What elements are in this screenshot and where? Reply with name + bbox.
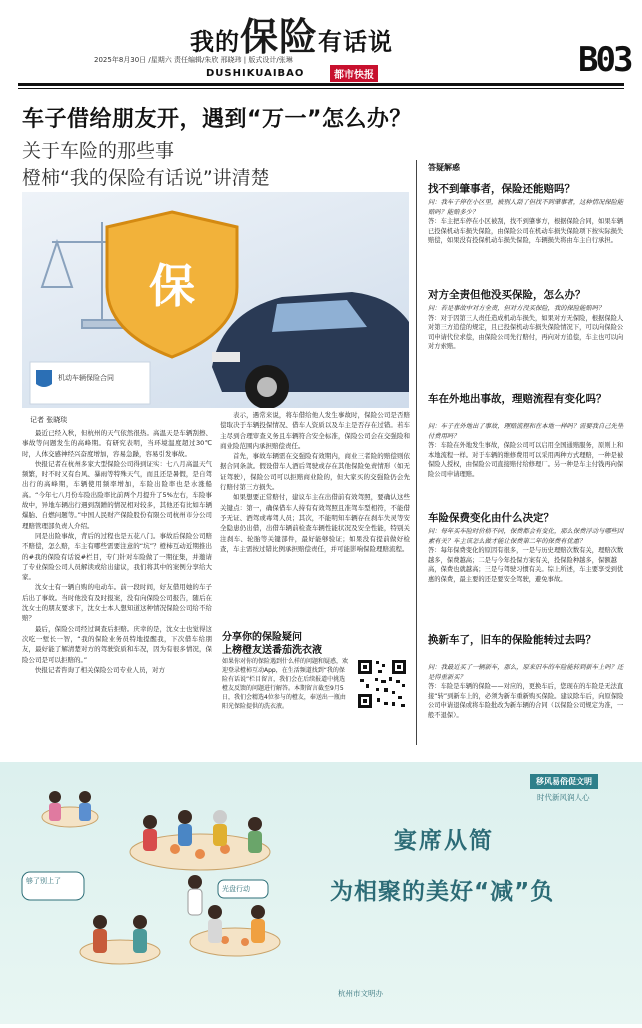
article-column-2	[220, 410, 410, 622]
banner-title-2: 为相聚的美好“减”负	[330, 879, 555, 905]
speech-bubble-2-text: 光盘行动	[222, 885, 250, 893]
masthead-info: 2025年8月30日 /星期六 责任编辑/朱欣 邢晓玮 | 版式设计/张琳	[94, 56, 293, 64]
subheadline-2: 橙柿“我的保险有话说”讲清楚	[22, 167, 270, 189]
byline: 记者 张晓琰	[30, 416, 68, 424]
qa-body-3	[428, 422, 624, 480]
shield-char: 保	[149, 259, 195, 313]
qa-title-5: 换新车了，旧车的保险能转过去吗？	[428, 634, 596, 646]
qa-question: 问：每年买车险时价格不同，保费都会有变化，那么保费浮动与哪些因素有关？车主该怎么做才能让保费第二年的保费有优惠？	[428, 528, 624, 545]
policy-document	[30, 362, 150, 404]
paragraph: 最近已经入秋，但杭州的天气依然很热。高温天是车辆刮擦、事故等问题发生的高峰期。有研究表明，当环境温度超过30℃时，人体交感神经兴奋度增加，容易急躁，容易引发事故。	[22, 429, 212, 458]
qa-question: 问：若是事故中对方全责，但对方没买保险，我的保险能赔吗？	[428, 305, 605, 312]
qa-title-2: 对方全责但他没买保险，怎么办？	[428, 289, 586, 301]
notice-heading-1: 分享你的保险疑问	[222, 632, 302, 643]
qa-answer: 答：车主把车停在小区被刮，找不到肇事方，根据保险合同，如果车辆已投保机动车损失保险，由保险公司在机动车损失保险项下按实际损失赔偿，如果没有投保机动车损失保险，车辆损失将由车主自行承担。	[428, 218, 624, 245]
banner-title-1: 宴席从简	[394, 828, 494, 854]
banner-subtag: 时代新风润人心	[537, 793, 590, 802]
qa-answer: 答：车险是车辆的保险——对应的，更换车后，您现在的车险是无法直接“转”到新车上的，必须为新车重新购买保险。建议除车后，向原保险公司申请退保或将车险批改为新车辆的合同（以保险公司规定为准，一般不退保）。	[428, 683, 624, 719]
banner-tag: 移风易俗促文明	[530, 774, 598, 789]
page-number: B03	[578, 40, 631, 80]
insurance-car-illustration	[22, 192, 409, 408]
subheadline-1: 关于车险的那些事	[22, 140, 175, 162]
qa-body-5	[428, 663, 624, 721]
paragraph: 沈女士有一辆自购的电动车。前一段时间，好友借用她的车子后出了事故。当时他没有及时报案，没有向保险公司报告，随后在沈女士的朋友要求下，沈女士本人想知道这种情况保险公司给不给赔？	[22, 583, 212, 623]
qa-title-1: 找不到肇事者，保险还能赔吗？	[428, 183, 575, 195]
masthead-title-pre: 我的	[190, 28, 240, 56]
masthead-rule	[18, 83, 624, 86]
qa-answer: 答：每年保费变化的原因有很多，一是与历史理赔次数有关，理赔次数越多，保费越高；二是与今年投保方案有关，投保险种越多，保额越高，保费也就越高；三是与驾驶习惯有关。综上所述，车主要享受到优惠的保费，最主要的还是要安全驾驶，避免事故。	[428, 547, 624, 583]
newspaper-logo: 都市快报	[330, 65, 378, 82]
banner-footer: 杭州市文明办	[338, 989, 383, 998]
paragraph: 首先，事故车辆需在交强险有效期内，商业三者险的赔偿则依据合同条款。假设借车人酒后驾驶或存在其他保险免责情形（如无证驾驶），保险公司可以拒赔商业险的，但大家买的交强险仍会先行赔付第三方损失。	[220, 452, 410, 492]
paragraph: 如果想要正常赔付，建议车主在出借前有效驾照，要确认这些关键点：第一，确保借车人持有有效驾照且准驾车型相符，不能借予无证、酒驾或毒驾人员；其次，不能明知车辆存在刹车失灵等安全隐患仍出借，出借车辆前检查车辆性能状况及安全性能，特别关注刹车、轮胎等关键部件，最好能够验证；如果没有提前做好检查，车主需按过错比例承担赔偿责任，并可能影响保险理赔流程。	[220, 493, 410, 553]
qr-code[interactable]	[356, 658, 408, 710]
paragraph: 快报记者咨询了相关保险公司专业人员，对方	[35, 665, 165, 674]
qa-body-4	[428, 527, 624, 585]
qa-answer: 答：对于因第三人责任造成机动车损失，如果对方无保险，根据保险人对第三方追偿的规定，且已投保机动车损失保险情况下，可以向保险公司申请代位求偿，由保险公司先行赔付，再向对方追偿，车主也可以向对方索赔。	[428, 314, 624, 351]
qa-question: 问：我车子停在小区里，被别人刮了但找不到肇事者，这种情况保险能赔吗？能赔多少？	[428, 199, 624, 216]
paragraph: 最后，保险公司经过调查后拒赔。庆幸的是，沈女士也觉得这次吃一堑长一智，“我的保险业务员特地提醒我，下次借车给朋友，最好能了解清楚对方的驾驶资质和车况，因为有很多情况，保险公司是可以拒赔的。”	[22, 624, 212, 664]
qa-answer: 答：车险在外地发生事故，保险公司可以启用全国通赔服务，原则上和本地流程一样。对于车辆的维修费用可以采用两种方式理赔，一种是被保险人授权，由保险公司直接赔付给修理厂。另一种是车主付钱再向保险公司申请理赔。	[428, 442, 624, 478]
masthead-title-post: 有话说	[318, 28, 394, 56]
qa-title-4: 车险保费变化由什么决定？	[428, 512, 554, 524]
notice-body: 如果你对你的保险遇到什么样的问题和疑惑，欢迎登录橙柿互动App，在生活频道找到“我的保险有话说”栏目留言，我们会在后续报道中挑选橙友反馈的问题进行解答。本期留言截至9月5日，我们会精选4位参与的橙友，奉送出一瓶由阳光保险提供的洗衣液。	[222, 658, 349, 710]
column-divider	[416, 160, 417, 745]
qa-question: 问：车子在外地出了事故，理赔流程和在本地一样吗？需要我自己先垫付费用吗？	[428, 423, 624, 440]
paragraph: 快报记者在杭州多家大型保险公司得到证实：七八月高温天气频繁，时不时又有台风、暴雨等特殊天气，而且还是暑假，是自驾出行的高峰期，车辆使用频率增加，车险出险率也是水涨船高。“今年七八月份车险出险率比前两个月提升了5%左右，车险事故中，异地车辆出行遇到刮蹭的情况相对较多，其他还有比如车辆爆胎、自燃问题等。”中国人民财产保险股份有限公司杭州市分公司理赔管理部负责人介绍。	[22, 459, 212, 530]
article-column-1	[22, 428, 212, 748]
car-icon	[212, 292, 409, 408]
qa-body-2	[428, 304, 624, 352]
notice-heading-2: 上榜橙友送番茄洗衣液	[222, 645, 322, 656]
paragraph: 表示，遇常来说，将车借给他人发生事故时，保险公司是否赔偿取决于车辆投保情况、借车人资质以及车主是否存在过错。若车主尽到合理审查义务且车辆符合安全标准，保险公司会在交强险和商业险范围内承担赔偿责任。	[220, 411, 410, 450]
speech-bubble-1-text: 够了别上了	[26, 877, 61, 885]
qa-section-tag: 答疑解惑	[428, 163, 460, 172]
document-title: 机动车辆保险合同	[58, 374, 114, 382]
masthead-rule-thin	[18, 88, 624, 89]
headline: 车子借给朋友开，遇到“万一”怎么办？	[22, 107, 412, 132]
qa-title-3: 车在外地出事故，理赔流程有变化吗？	[428, 393, 607, 405]
masthead-title	[190, 6, 393, 61]
masthead-pinyin: DUSHIKUAIBAO	[206, 68, 305, 79]
paragraph: 同是出险事故，背后的过程也是五花八门。事故后保险公司赔不赔偿，怎么赔，车主有哪些需要注意的“坑”？橙柿互动近期推出的#我的保险有话说#栏目，专门针对车险做了一期征集，并邀请了专业保险公司人员解读或给出建议，我们将其中的案例分享给大家。	[22, 531, 212, 582]
qa-question: 问：我最近买了一辆新车，那么，原来旧车的车险能转到新车上吗？还是得重新买？	[428, 664, 624, 681]
masthead-title-big: 保险	[240, 15, 319, 59]
qa-body-1	[428, 198, 624, 246]
hero-image	[22, 192, 409, 408]
